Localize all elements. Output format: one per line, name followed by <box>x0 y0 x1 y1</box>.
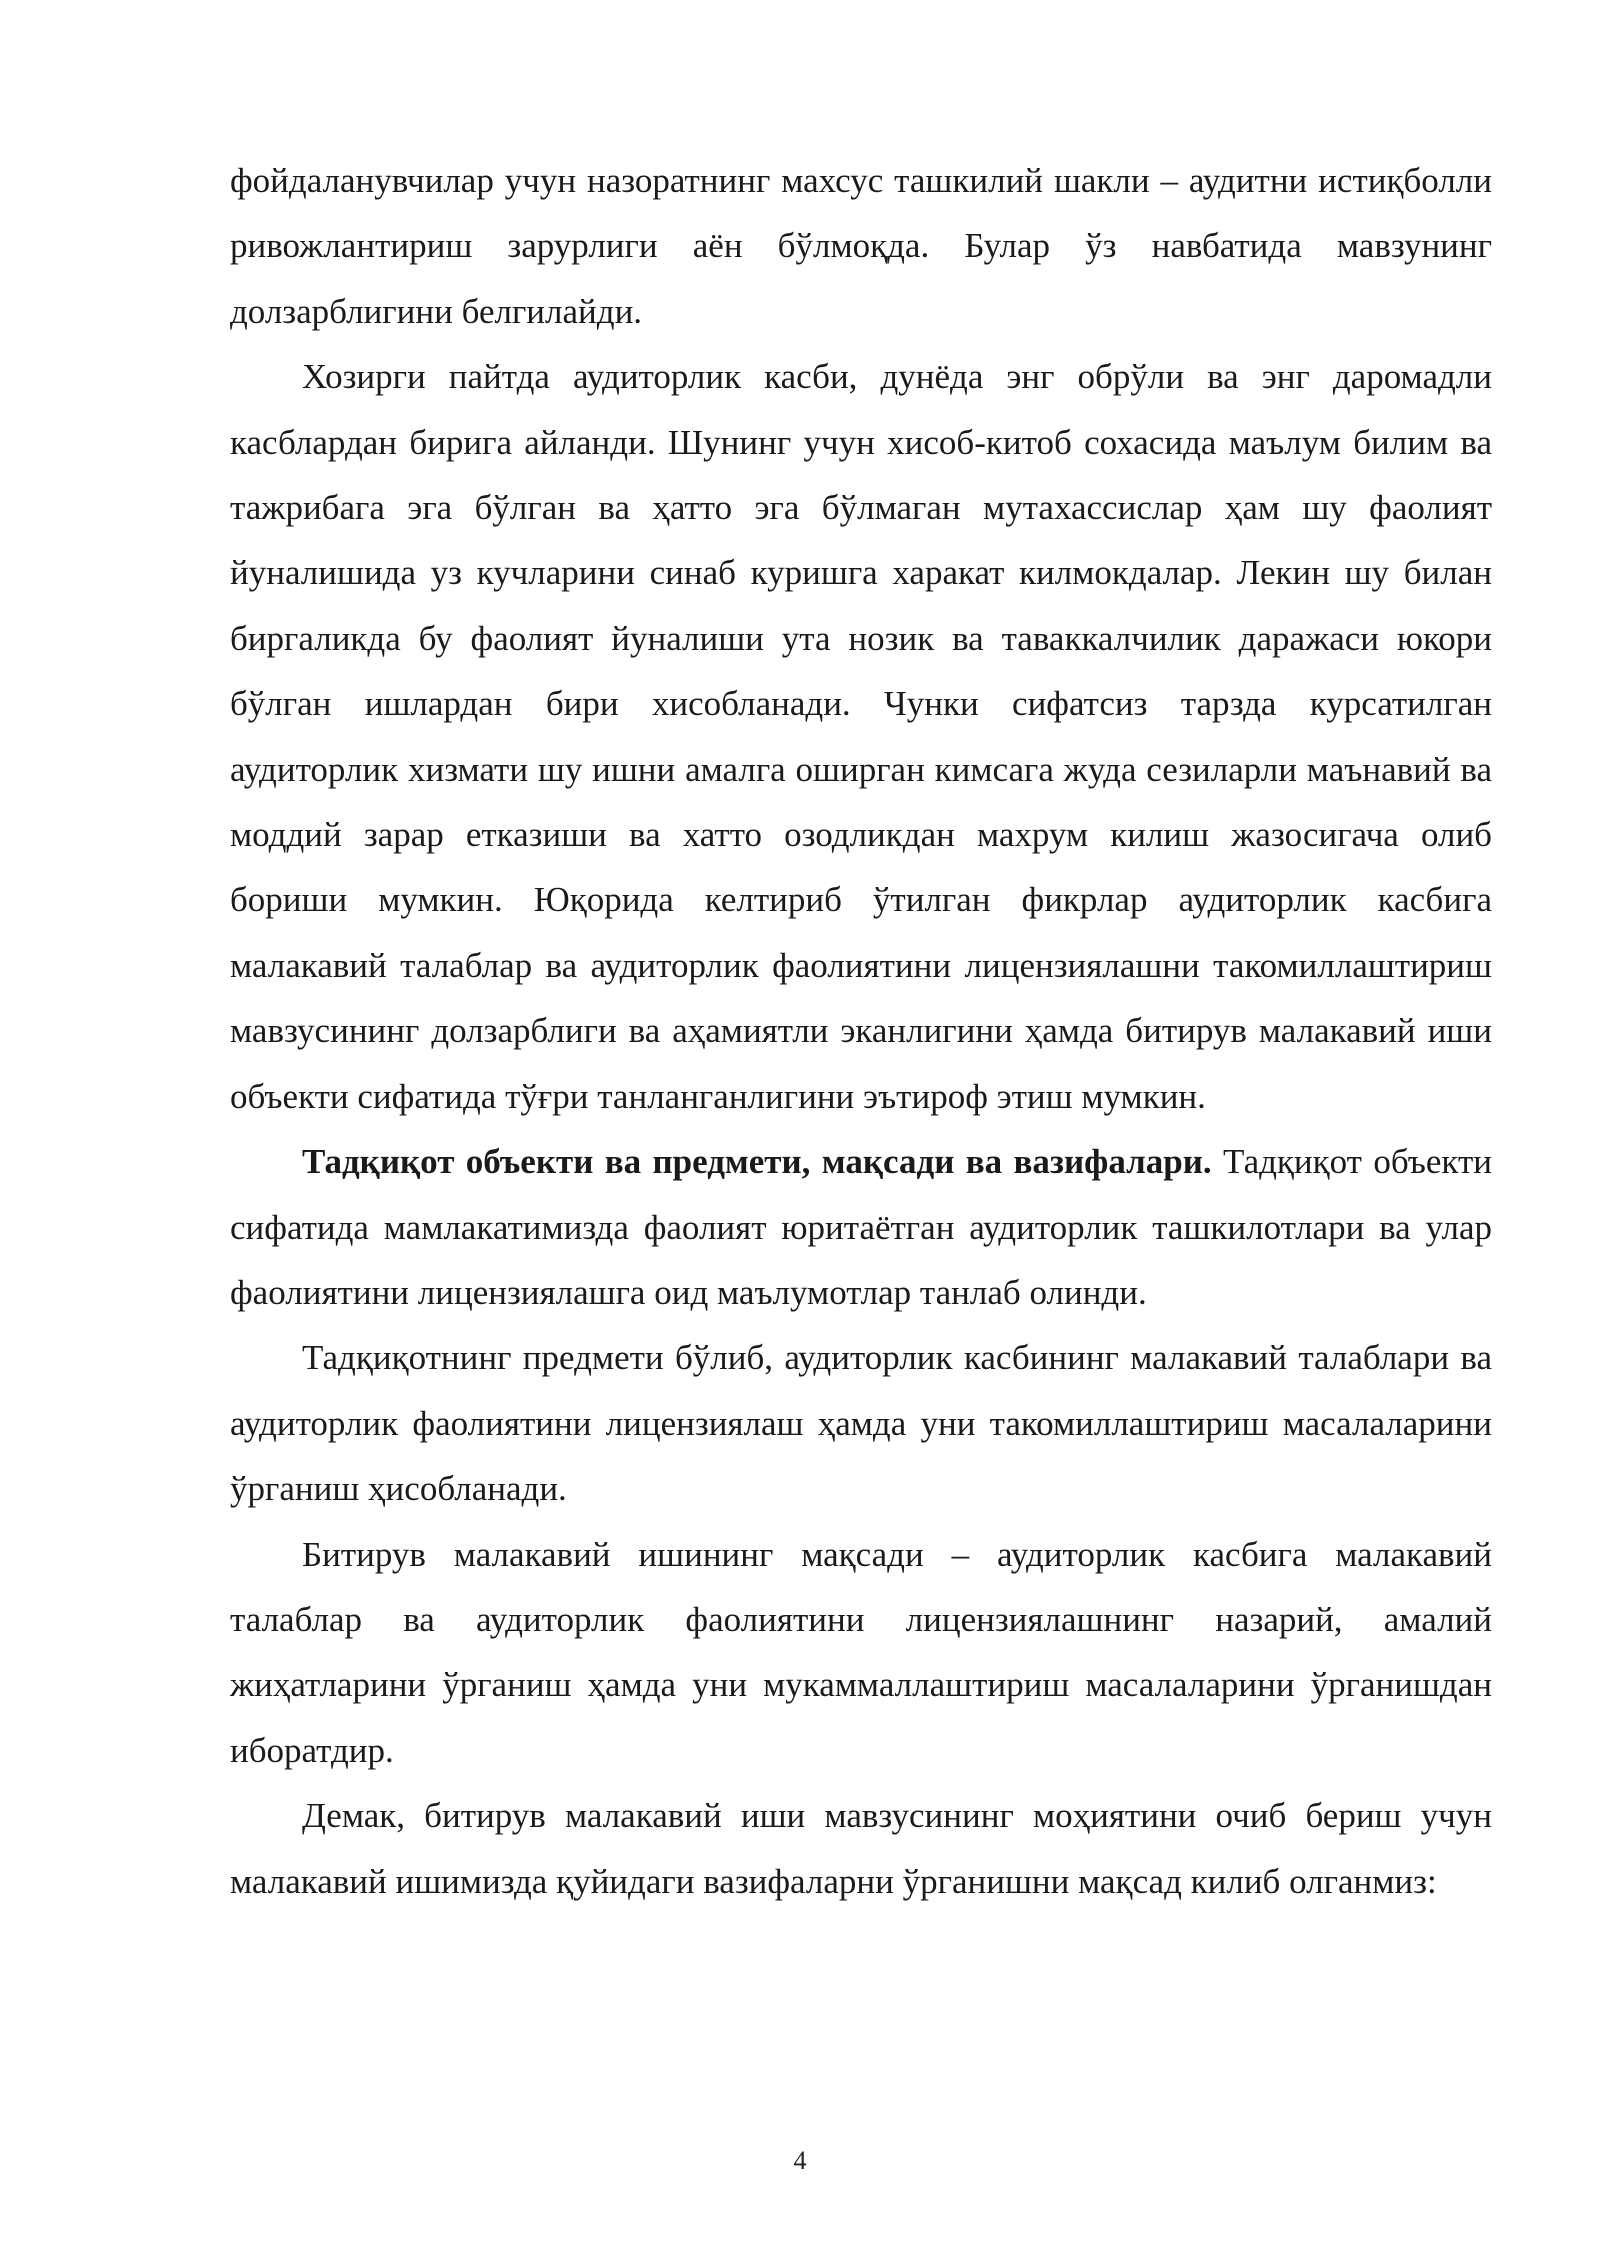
paragraph-relevance <box>230 344 1492 1129</box>
paragraph-text: Хозирги пайтда аудиторлик касби, дунёда энг обрўли ва энг даромадли касблардан бирига айланди. Шунинг учун хисоб-китоб сохасида маълум билим ва тажрибага эга бўлган ва ҳатто эга бўлмаган мутахассислар ҳам шу фаолият йуналишида уз кучларини синаб куришга харакат килмокдалар. Лекин шу билан биргаликда бу фаолият йуналиши ута нозик ва таваккалчилик даражаси юкори бўлган ишлардан бири хисобланади. Чунки сифатсиз тарзда курсатилган аудиторлик хизмати шу ишни амалга оширган кимсага жуда сезиларли маънавий ва моддий зарар етказиши ва хатто озодликдан махрум килиш жазосигача олиб бориши мумкин. Юқорида келтириб ўтилган фикрлар аудиторлик касбига малакавий талаблар ва аудиторлик фаолиятини лицензиялашни такомиллаштириш мавзусининг долзарблиги ва аҳамиятли эканлигини ҳамда битирув малакавий иши объекти сифатида тўғри танланганлигини эътироф этиш мумкин. <box>230 357 1492 1116</box>
paragraph-text: Битирув малакавий ишининг мақсади – аудиторлик касбига малакавий талаблар ва аудиторлик фаолиятини лицензиялашнинг назарий, амалий жиҳатларини ўрганиш ҳамда уни мукаммаллаштириш масалаларини ўрганишдан иборатдир. <box>230 1534 1492 1770</box>
page-number: 4 <box>793 2146 807 2175</box>
paragraph-research-object <box>230 1129 1492 1325</box>
paragraph-research-subject <box>230 1325 1492 1521</box>
paragraph-text: фойдаланувчилар учун назоратнинг махсус ташкилий шакли – аудитни истиқболли ривожлантириш зарурлиги аён бўлмоқда. Булар ўз навбатида мавзунинг долзарблигини белгилайди. <box>230 161 1492 331</box>
document-body <box>230 148 1492 1914</box>
paragraph-text: Тадқиқотнинг предмети бўлиб, аудиторлик касбининг малакавий талаблари ва аудиторлик фаолиятини лицензиялаш ҳамда уни такомиллаштириш масалаларини ўрганиш ҳисобланади. <box>230 1338 1492 1509</box>
paragraph-text: Демак, битирув малакавий иши мавзусининг моҳиятини очиб бериш учун малакавий ишимизда қуйидаги вазифаларни ўрганишни мақсад килиб олганмиз: <box>230 1796 1492 1901</box>
paragraph-research-goal <box>230 1522 1492 1784</box>
paragraph-continuation <box>230 148 1492 344</box>
paragraph-heading: Тадқиқот объекти ва предмети, мақсади ва вазифалари. <box>302 1142 1212 1182</box>
paragraph-text: Тадқиқот объекти сифатида мамлакатимизда фаолият юритаётган аудиторлик ташкилотлари ва улар фаолиятини лицензиялашга оид маълумотлар танлаб олинди. <box>230 1142 1492 1312</box>
paragraph-research-tasks <box>230 1783 1492 1914</box>
